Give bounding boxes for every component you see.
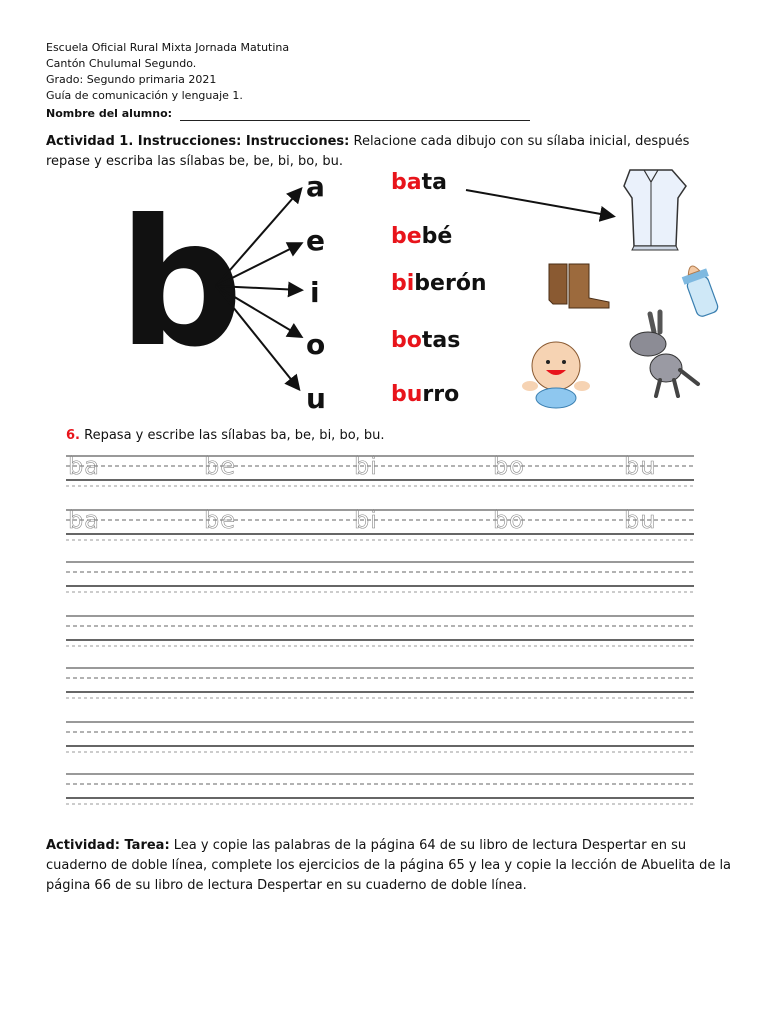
homework-label: Actividad: Tarea: bbox=[46, 838, 170, 853]
school-name: Escuela Oficial Rural Mixta Jornada Matutina bbox=[46, 41, 290, 54]
word-burro: burro bbox=[391, 382, 460, 407]
vowel-a: a bbox=[306, 170, 325, 203]
vowel-o: o bbox=[306, 328, 326, 361]
trace-bi-1: bi bbox=[354, 452, 378, 480]
homework-text: Lea y copie las palabras de la página 64 de su libro de lectura Despertar en su cuaderno de doble línea, complete los ejercicios de la página 65 y lea y copie la lección de Abuelita de la página 66 de su libro de lectura Despertar en su cuaderno de doble línea. bbox=[46, 838, 732, 893]
trace-ba-1: ba bbox=[68, 452, 100, 480]
place-name: Cantón Chulumal Segundo. bbox=[46, 57, 197, 70]
grade-line: Grado: Segundo primaria 2021 bbox=[46, 73, 217, 86]
big-letter-b: b bbox=[118, 183, 244, 386]
activity1-text: Relacione cada dibujo con su sílaba inicial, después repase y escriba las sílabas be, be, bi, bo, bu. bbox=[46, 134, 690, 169]
trace-ba-2: ba bbox=[68, 506, 100, 534]
vowel-u: u bbox=[306, 382, 326, 415]
trace-be-2: be bbox=[204, 506, 236, 534]
guide-title: Guía de comunicación y lenguaje 1. bbox=[46, 89, 243, 102]
homework-instructions bbox=[46, 836, 736, 896]
word-bata: bata bbox=[391, 170, 447, 195]
word-bebe: bebé bbox=[391, 224, 453, 249]
section6-text: Repasa y escribe las sílabas ba, be, bi, bo, bu. bbox=[84, 428, 385, 443]
trace-be-1: be bbox=[204, 452, 236, 480]
trace-bo-2: bo bbox=[493, 506, 525, 534]
word-botas: botas bbox=[391, 328, 461, 353]
activity1-label: Actividad 1. Instrucciones: Instrucciones: bbox=[46, 134, 350, 149]
trace-bi-2: bi bbox=[354, 506, 378, 534]
trace-bo-1: bo bbox=[493, 452, 525, 480]
vowel-e: e bbox=[306, 224, 325, 257]
student-name-label: Nombre del alumno: bbox=[46, 107, 173, 120]
section6-number: 6. bbox=[66, 428, 80, 443]
trace-bu-1: bu bbox=[624, 452, 657, 480]
trace-bu-2: bu bbox=[624, 506, 657, 534]
vowel-i: i bbox=[310, 276, 320, 309]
word-biberon: biberón bbox=[391, 271, 487, 296]
